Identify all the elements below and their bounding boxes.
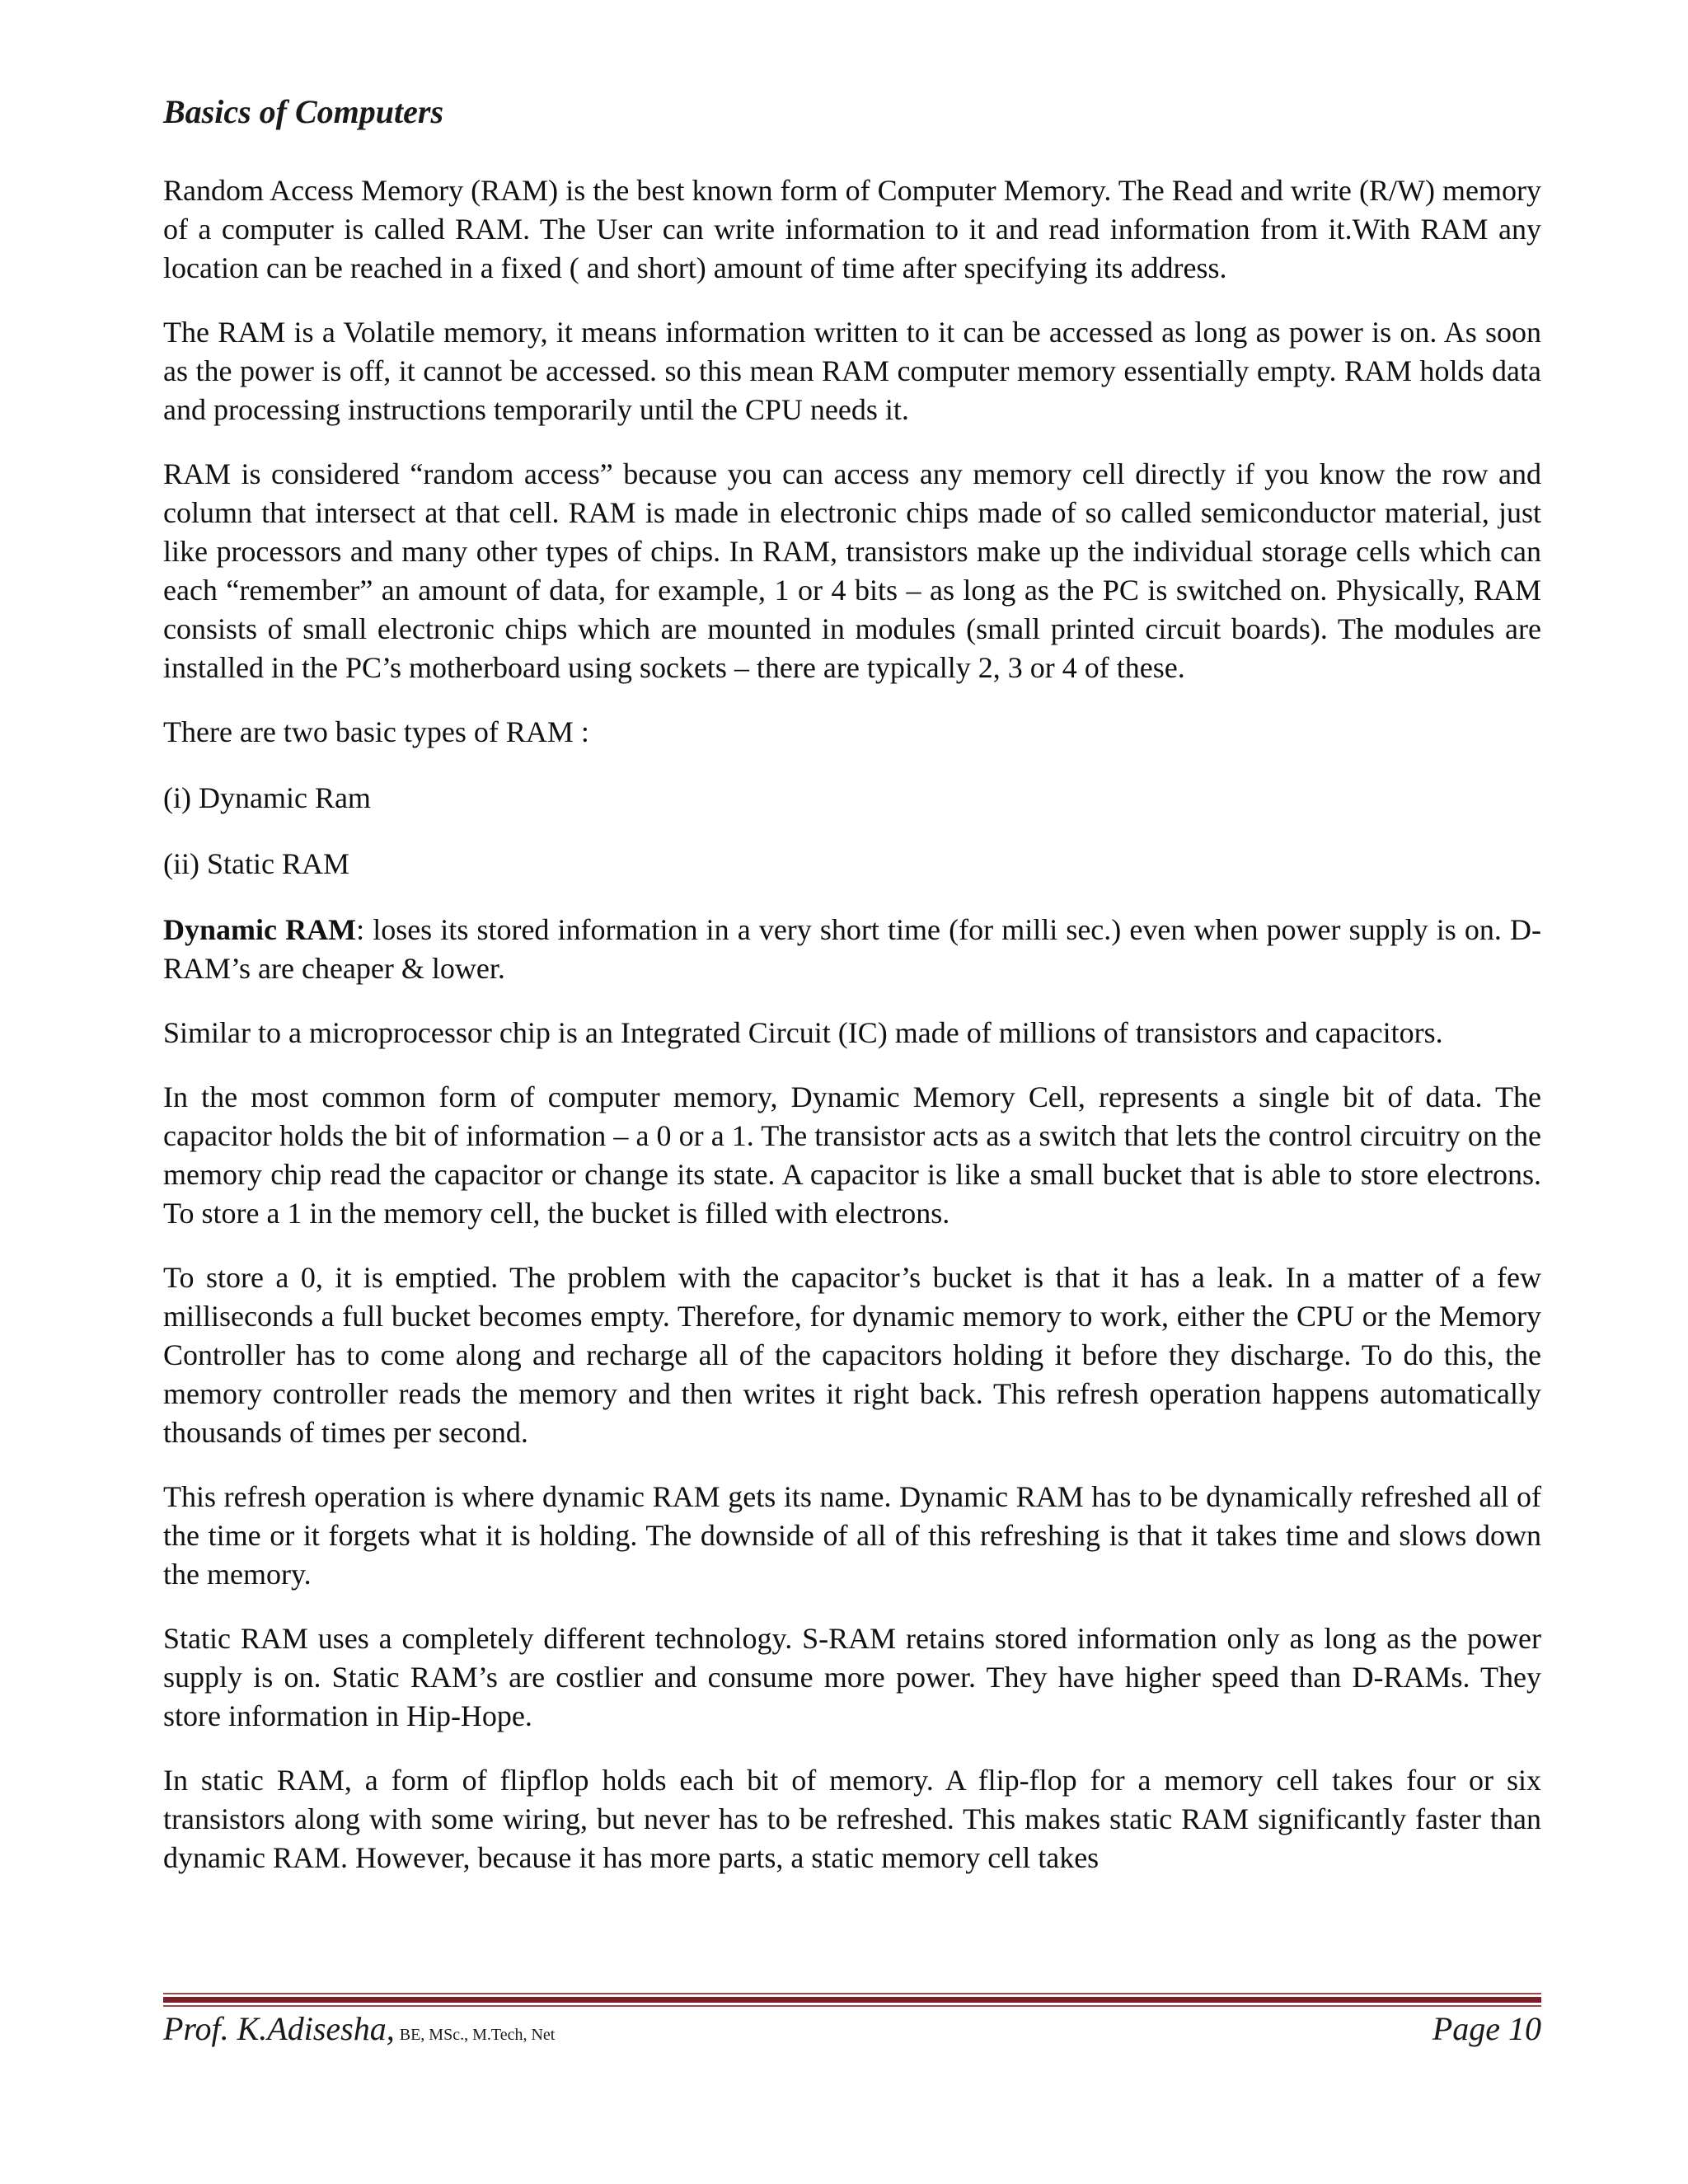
footer-divider-thick [163, 1997, 1541, 2003]
paragraph-static-ram: Static RAM uses a completely different technology. S-RAM retains stored information only as long as the power supply is on. Static RAM’s are costlier and consume more power. They have higher speed than D-RAMs. They store information in Hip-Hope. [163, 1622, 1541, 1732]
definition-dynamic-ram: : loses its stored information in a very short time (for milli sec.) even when power supply is on. D-RAM’s are cheaper & lower. [163, 913, 1541, 985]
list-item-dynamic-ram: (i) Dynamic Ram [163, 781, 371, 814]
paragraph-refresh: To store a 0, it is emptied. The problem with the capacitor’s bucket is that it has a leak. In a matter of a few milliseconds a full bucket becomes empty. Therefore, for dynamic memory to work, either the CPU or the Memory Controller has to come along and recharge all of the capacitors holding it before they discharge. To do this, the memory controller reads the memory and then writes it right back. This refresh operation happens automatically thousands of times per second. [163, 1261, 1541, 1449]
paragraph-ram-intro: Random Access Memory (RAM) is the best known form of Computer Memory. The Read and write (R/W) memory of a computer is called RAM. The User can write information to it and read information from it.With RAM any location can be reached in a fixed ( and short) amount of time after specifying its address. [163, 174, 1541, 284]
paragraph-ram-random-access: RAM is considered “random access” because you can access any memory cell directly if you know the row and column that intersect at that cell. RAM is made in electronic chips made of so called semiconductor material, just like processors and many other types of chips. In RAM, transistors make up the individual storage cells which can each “remember” an amount of data, for example, 1 or 4 bits – as long as the PC is switched on. Physically, RAM consists of small electronic chips which are mounted in modules (small printed circuit boards). The modules are installed in the PC’s motherboard using sockets – there are typically 2, 3 or 4 of these. [163, 457, 1541, 684]
footer-author-name: Prof. K.Adisesha, [163, 2010, 395, 2047]
footer-divider-thin-bottom [163, 2005, 1541, 2007]
footer-page-number: Page 10 [1432, 2010, 1541, 2047]
paragraph-ic: Similar to a microprocessor chip is an Integrated Circuit (IC) made of millions of transistors and capacitors. [163, 1016, 1443, 1049]
footer-author-credentials: BE, MSc., M.Tech, Net [399, 2026, 556, 2044]
paragraph-dynamic-ram [163, 911, 1541, 988]
document-body [163, 171, 1541, 1903]
paragraph-ram-volatile: The RAM is a Volatile memory, it means information written to it can be accessed as long as power is on. As soon as the power is off, it cannot be accessed. so this mean RAM computer memory essentially empty. RAM holds data and processing instructions temporarily until the CPU needs it. [163, 316, 1541, 426]
footer-author [163, 2009, 555, 2048]
footer-divider-thin-top [163, 1993, 1541, 1994]
term-dynamic-ram: Dynamic RAM [163, 913, 357, 946]
list-item-static-ram: (ii) Static RAM [163, 847, 349, 880]
paragraph-flipflop: In static RAM, a form of flipflop holds each bit of memory. A flip-flop for a memory cell takes four or six transistors along with some wiring, but never has to be refreshed. This makes static RAM significantly faster than dynamic RAM. However, because it has more parts, a static memory cell takes [163, 1764, 1541, 1874]
paragraph-ram-types: There are two basic types of RAM : [163, 715, 589, 748]
paragraph-memory-cell: In the most common form of computer memory, Dynamic Memory Cell, represents a single bit of data. The capacitor holds the bit of information – a 0 or a 1. The transistor acts as a switch that lets the control circuitry on the memory chip read the capacitor or change its state. A capacitor is like a small bucket that is able to store electrons. To store a 1 in the memory cell, the bucket is filled with electrons. [163, 1080, 1541, 1230]
page-header-title: Basics of Computers [163, 93, 444, 130]
paragraph-dynamic-name: This refresh operation is where dynamic RAM gets its name. Dynamic RAM has to be dynamically refreshed all of the time or it forgets what it is holding. The downside of all of this refreshing is that it takes time and slows down the memory. [163, 1480, 1541, 1591]
